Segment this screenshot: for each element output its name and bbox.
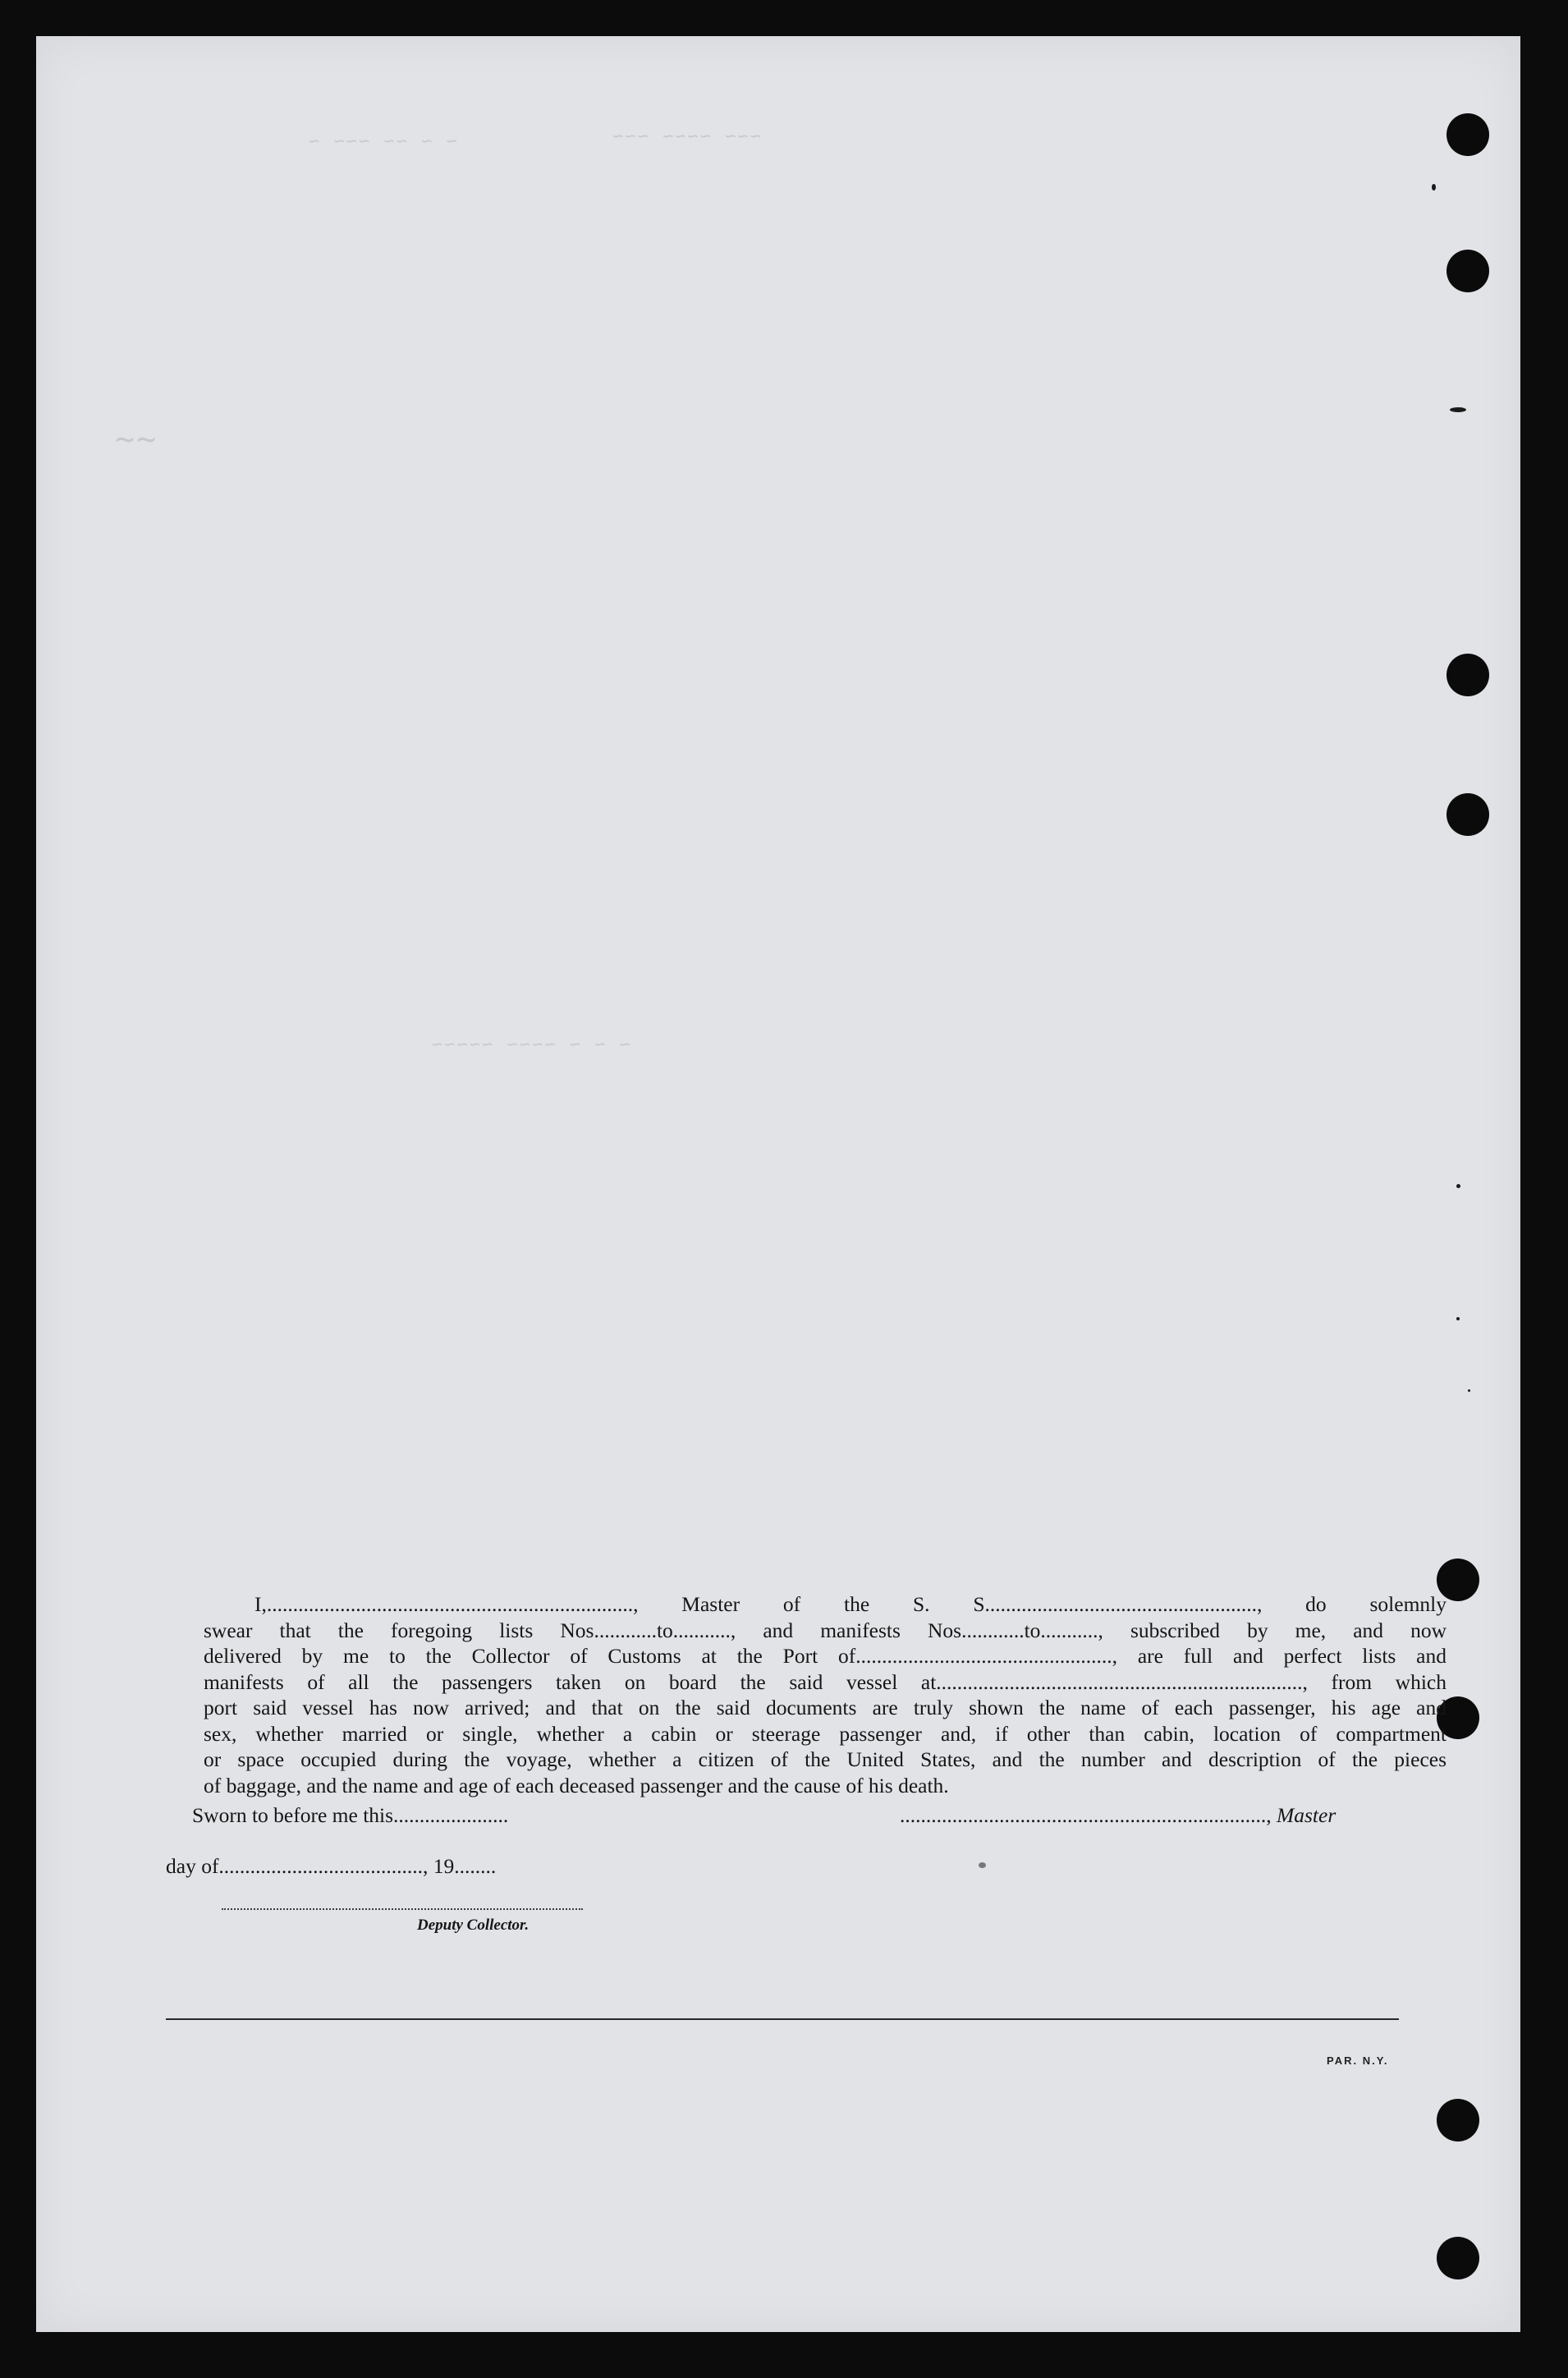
scan-speck [1468,1389,1470,1392]
punch-hole-3 [1447,654,1489,696]
oath-line: delivered by me to the Collector of Customs at the Port of................................................., are full and perfect lists and [204,1644,1447,1668]
scan-speck [1432,184,1436,191]
oath-line: of baggage, and the name and age of each deceased passenger and the cause of his death. [204,1773,949,1797]
document-page [36,36,1520,2332]
oath-line: port said vessel has now arrived; and that on the said documents are truly shown the name of each passenger, his age and [204,1696,1447,1719]
scan-speck [1450,407,1466,412]
master-label: Master [1277,1803,1336,1827]
master-signature-dots: ......................................................................, [900,1803,1272,1827]
oath-line: I,......................................................................, Master of the S. S...................................................., do solemnly [254,1592,1447,1616]
printer-mark: PAR. N.Y. [1327,2054,1389,2067]
punch-hole-4 [1447,793,1489,836]
punch-hole-1 [1447,113,1489,156]
sworn-to-line: Sworn to before me this...................... [192,1803,509,1827]
deputy-collector-signature-line [222,1908,583,1910]
bleed-through-mark: ~ ~ ~~ ~~~ ~ [307,131,457,152]
oath-line: manifests of all the passengers taken on board the said vessel at......................................................................, from which [204,1669,1447,1694]
bleed-through-mark: ~ ~ ~ ~~~~ ~~~~~ [430,1035,630,1055]
day-of-line: day of......................................., 19........ [166,1854,497,1878]
scan-speck [1456,1184,1460,1188]
master-oath-paragraph [204,1591,1447,1798]
scan-speck [1456,1317,1460,1320]
master-signature-line [900,1803,1336,1828]
deputy-collector-label: Deputy Collector. [417,1917,530,1934]
oath-line: or space occupied during the voyage, whether a citizen of the United States, and the number and description of the pieces [204,1747,1447,1771]
oath-line: swear that the foregoing lists Nos............to..........., and manifests Nos............to..........., subscribed by me, and now [204,1618,1447,1642]
punch-hole-7 [1437,2099,1479,2142]
oath-line: sex, whether married or single, whether a cabin or steerage passenger and, if other than cabin, location of compartment [204,1721,1447,1746]
scan-speck [979,1862,986,1868]
bleed-through-mark: ~~ [115,420,158,458]
punch-hole-8 [1437,2237,1479,2279]
horizontal-rule [166,2018,1399,2020]
punch-hole-2 [1447,250,1489,292]
bleed-through-mark: ~~~ ~~~~ ~~~ [611,126,761,147]
